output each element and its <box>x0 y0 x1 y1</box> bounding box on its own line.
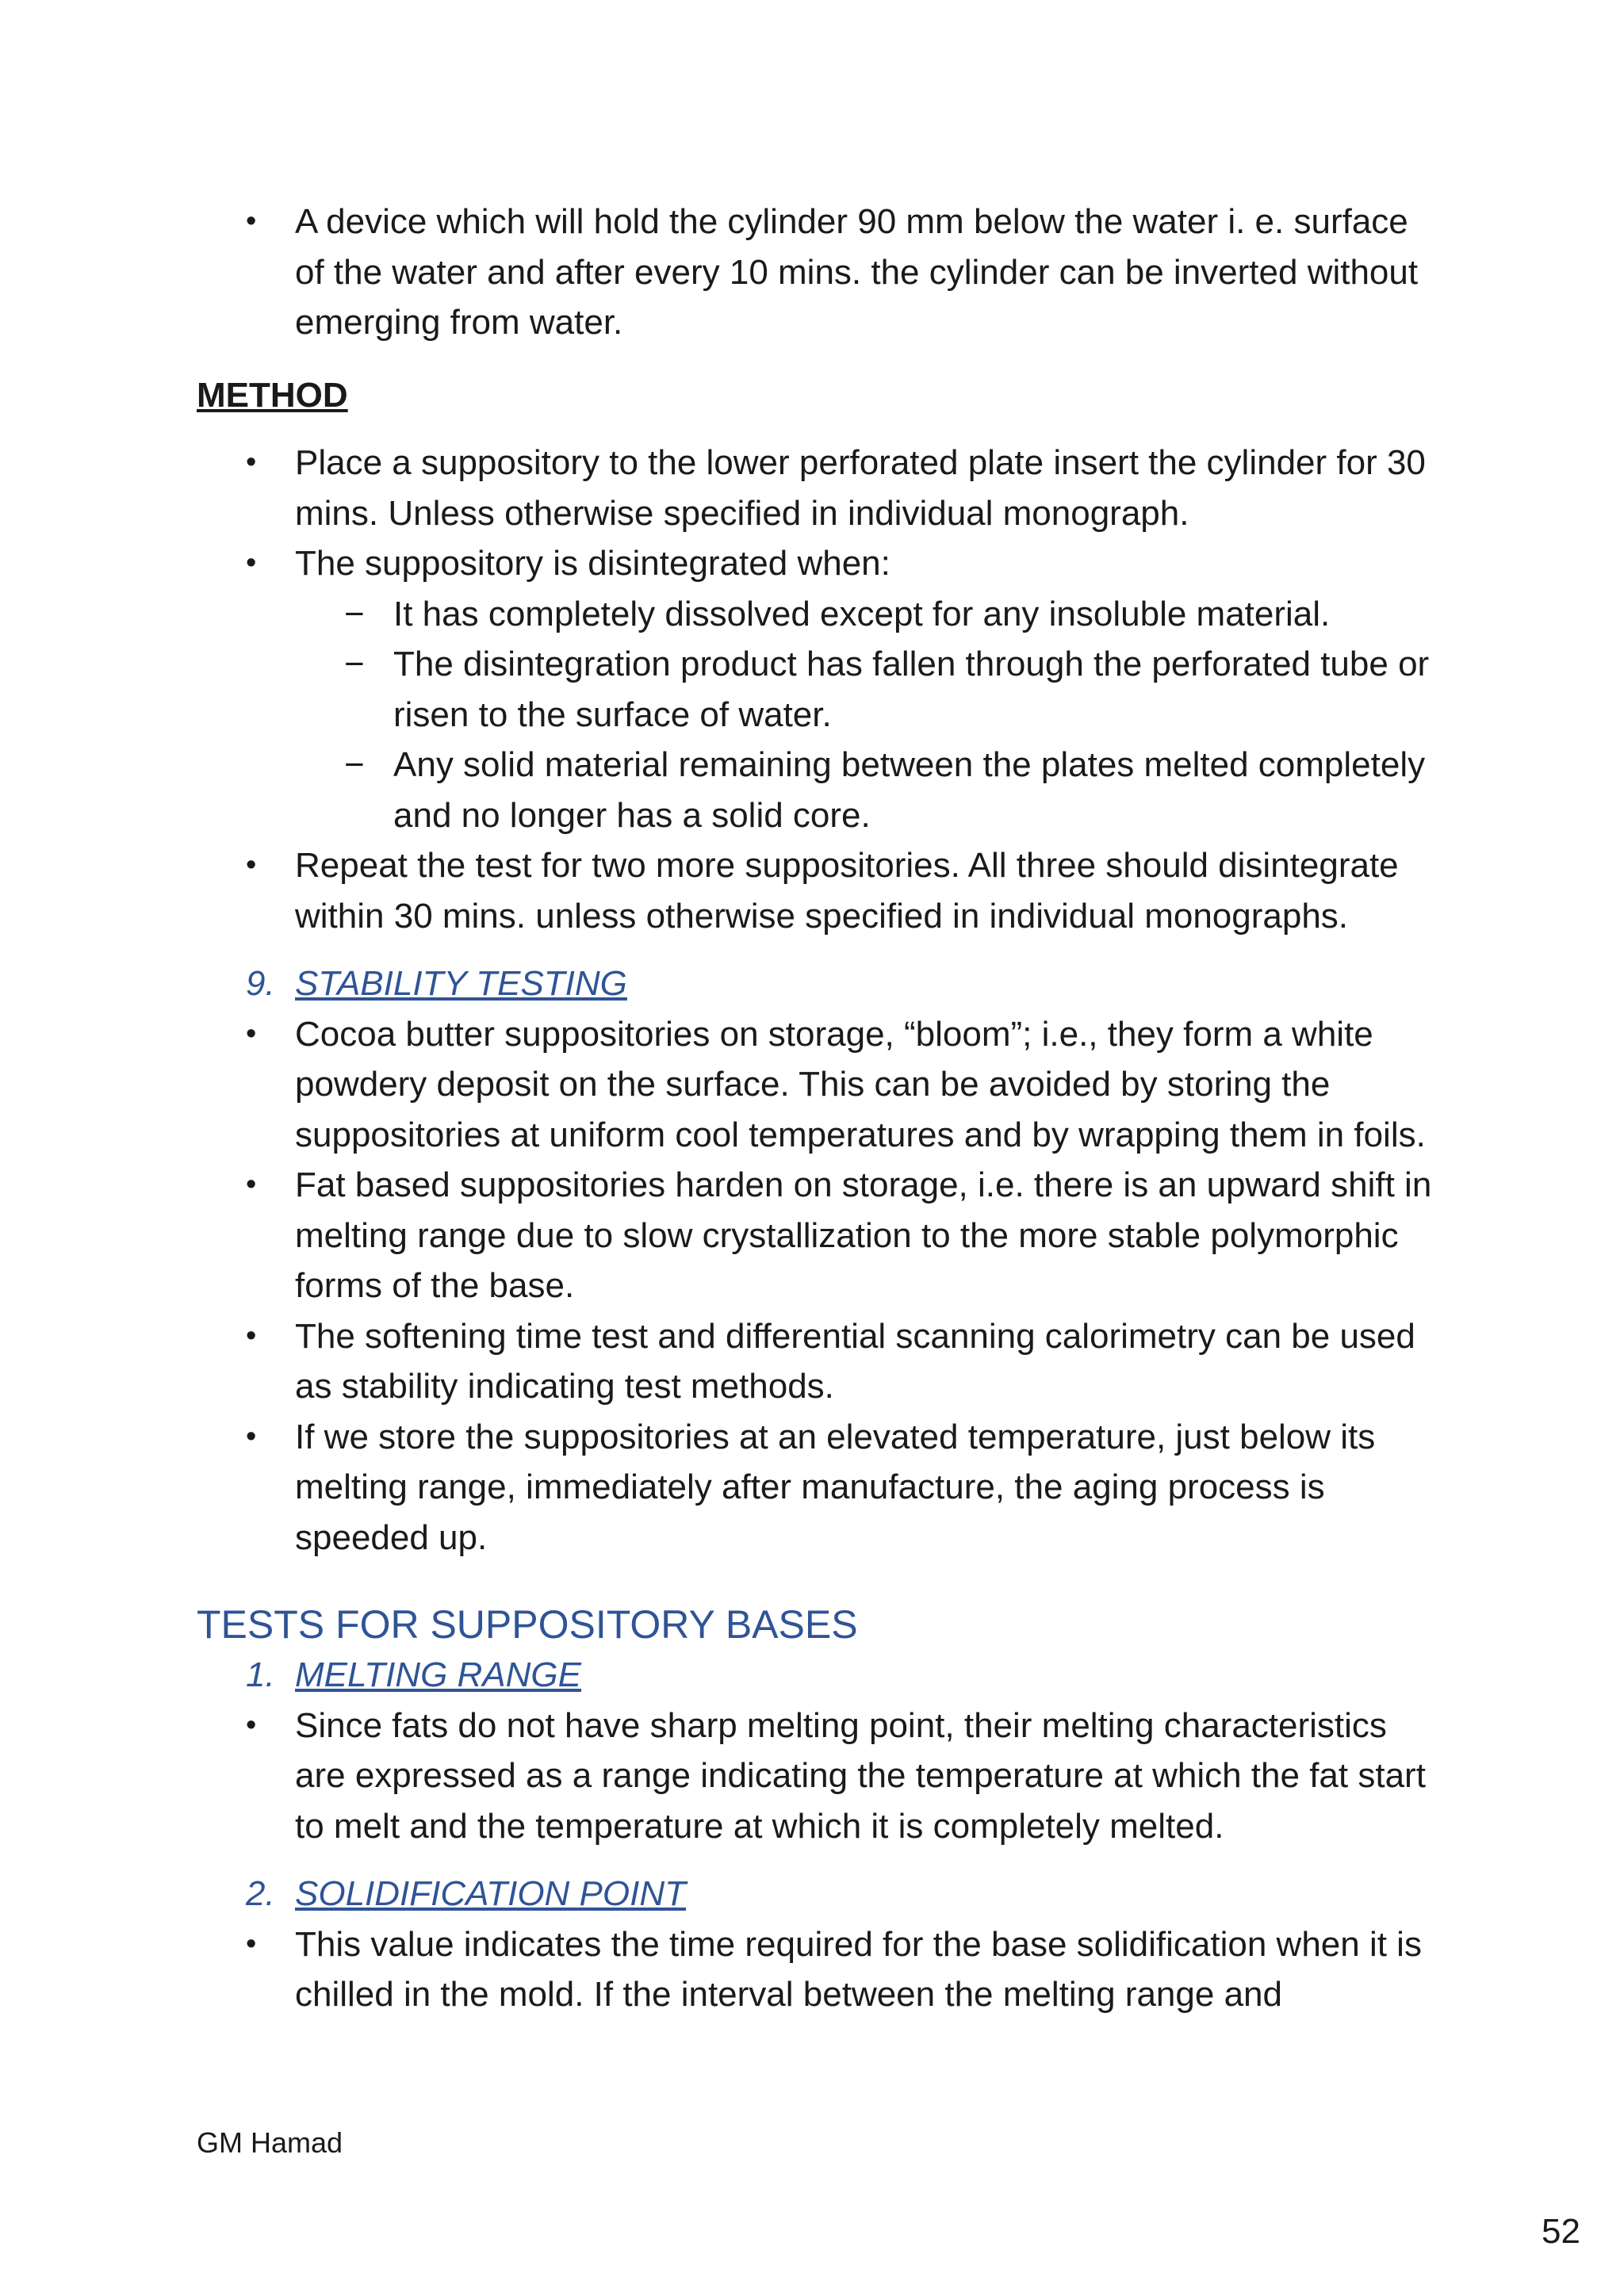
list-item-text: Cocoa butter suppositories on storage, “bloom”; i.e., they form a white powdery deposit on the surface. This can be avoided by storing the suppositories at uniform cool temperatures and by wrapping them in foils. <box>295 1014 1426 1154</box>
bullet-icon: • <box>246 205 257 238</box>
solidification-point-heading <box>197 1869 1434 1919</box>
list-item-text: The suppository is disintegrated when: <box>295 544 891 583</box>
sub-list-item-text: The disintegration product has fallen through the perforated tube or risen to the surface of water. <box>393 645 1430 734</box>
method-list-continued <box>197 840 1434 941</box>
list-item-text: If we store the suppositories at an elevated temperature, just below its melting range, immediately after manufacture, the aging process is speeded up. <box>295 1417 1376 1557</box>
list-item <box>197 840 1434 941</box>
bullet-icon: • <box>246 1419 257 1453</box>
list-item-text: Fat based suppositories harden on storage, i.e. there is an upward shift in melting range due to slow crystallization to the more stable polymorphic forms of the base. <box>295 1165 1432 1305</box>
list-item <box>197 1919 1434 2020</box>
bullet-icon: • <box>246 1927 257 1961</box>
dash-icon: − <box>344 594 365 633</box>
bullet-icon: • <box>246 1016 257 1050</box>
list-item <box>197 1160 1434 1311</box>
sub-list-item <box>197 740 1434 840</box>
tests-section-heading: TESTS FOR SUPPOSITORY BASES <box>197 1602 858 1647</box>
solidification-point-list <box>197 1919 1434 2020</box>
method-heading: METHOD <box>197 375 348 415</box>
bullet-icon: • <box>246 1708 257 1742</box>
list-item-text: A device which will hold the cylinder 90 mm below the water i. e. surface of the water and after every 10 mins. the cylinder can be inverted without emerging from water. <box>295 202 1419 342</box>
document-body <box>197 197 1434 2020</box>
sub-list-item-text: Any solid material remaining between the plates melted completely and no longer has a solid core. <box>393 745 1426 835</box>
list-item <box>197 1311 1434 1412</box>
list-item <box>197 438 1434 538</box>
sub-list-item <box>197 589 1434 640</box>
footer-author: GM Hamad <box>197 2126 343 2159</box>
sub-list-item <box>197 639 1434 740</box>
list-item <box>197 1412 1434 1563</box>
heading-text: MELTING RANGE <box>295 1655 582 1694</box>
bullet-icon: • <box>246 848 257 882</box>
list-item <box>197 197 1434 348</box>
list-item-text: Since fats do not have sharp melting point, their melting characteristics are expressed as a range indicating the temperature at which the fat start to melt and the temperature at which it is completely melted. <box>295 1705 1426 1846</box>
method-list <box>197 438 1434 589</box>
melting-range-heading <box>197 1650 1434 1701</box>
bullet-icon: • <box>246 546 257 580</box>
list-item-text: Repeat the test for two more suppositories. All three should disintegrate within 30 mins. unless otherwise specified in individual monographs. <box>295 846 1399 936</box>
list-item <box>197 1009 1434 1161</box>
heading-number: 2. <box>246 1874 275 1913</box>
stability-heading <box>197 959 1434 1009</box>
dash-icon: − <box>344 645 365 683</box>
heading-number: 1. <box>246 1655 275 1694</box>
melting-range-list <box>197 1701 1434 1852</box>
list-item-text: Place a suppository to the lower perforated plate insert the cylinder for 30 mins. Unless otherwise specified in individual monograph. <box>295 443 1426 533</box>
sub-list-item-text: It has completely dissolved except for any insoluble material. <box>393 594 1331 633</box>
list-item <box>197 538 1434 589</box>
list-item-text: This value indicates the time required for the base solidification when it is chilled in the mold. If the interval between the melting range and <box>295 1924 1422 2014</box>
list-item <box>197 1701 1434 1852</box>
stability-list <box>197 1009 1434 1563</box>
dash-icon: − <box>344 745 365 784</box>
heading-text: STABILITY TESTING <box>295 964 627 1003</box>
heading-number: 9. <box>246 964 275 1003</box>
apparatus-list <box>197 197 1434 348</box>
page-number: 52 <box>1542 2212 1580 2251</box>
list-item-text: The softening time test and differential scanning calorimetry can be used as stability indicating test methods. <box>295 1316 1415 1406</box>
bullet-icon: • <box>246 446 257 479</box>
bullet-icon: • <box>246 1318 257 1353</box>
heading-text: SOLIDIFICATION POINT <box>295 1874 687 1913</box>
bullet-icon: • <box>246 1168 257 1201</box>
